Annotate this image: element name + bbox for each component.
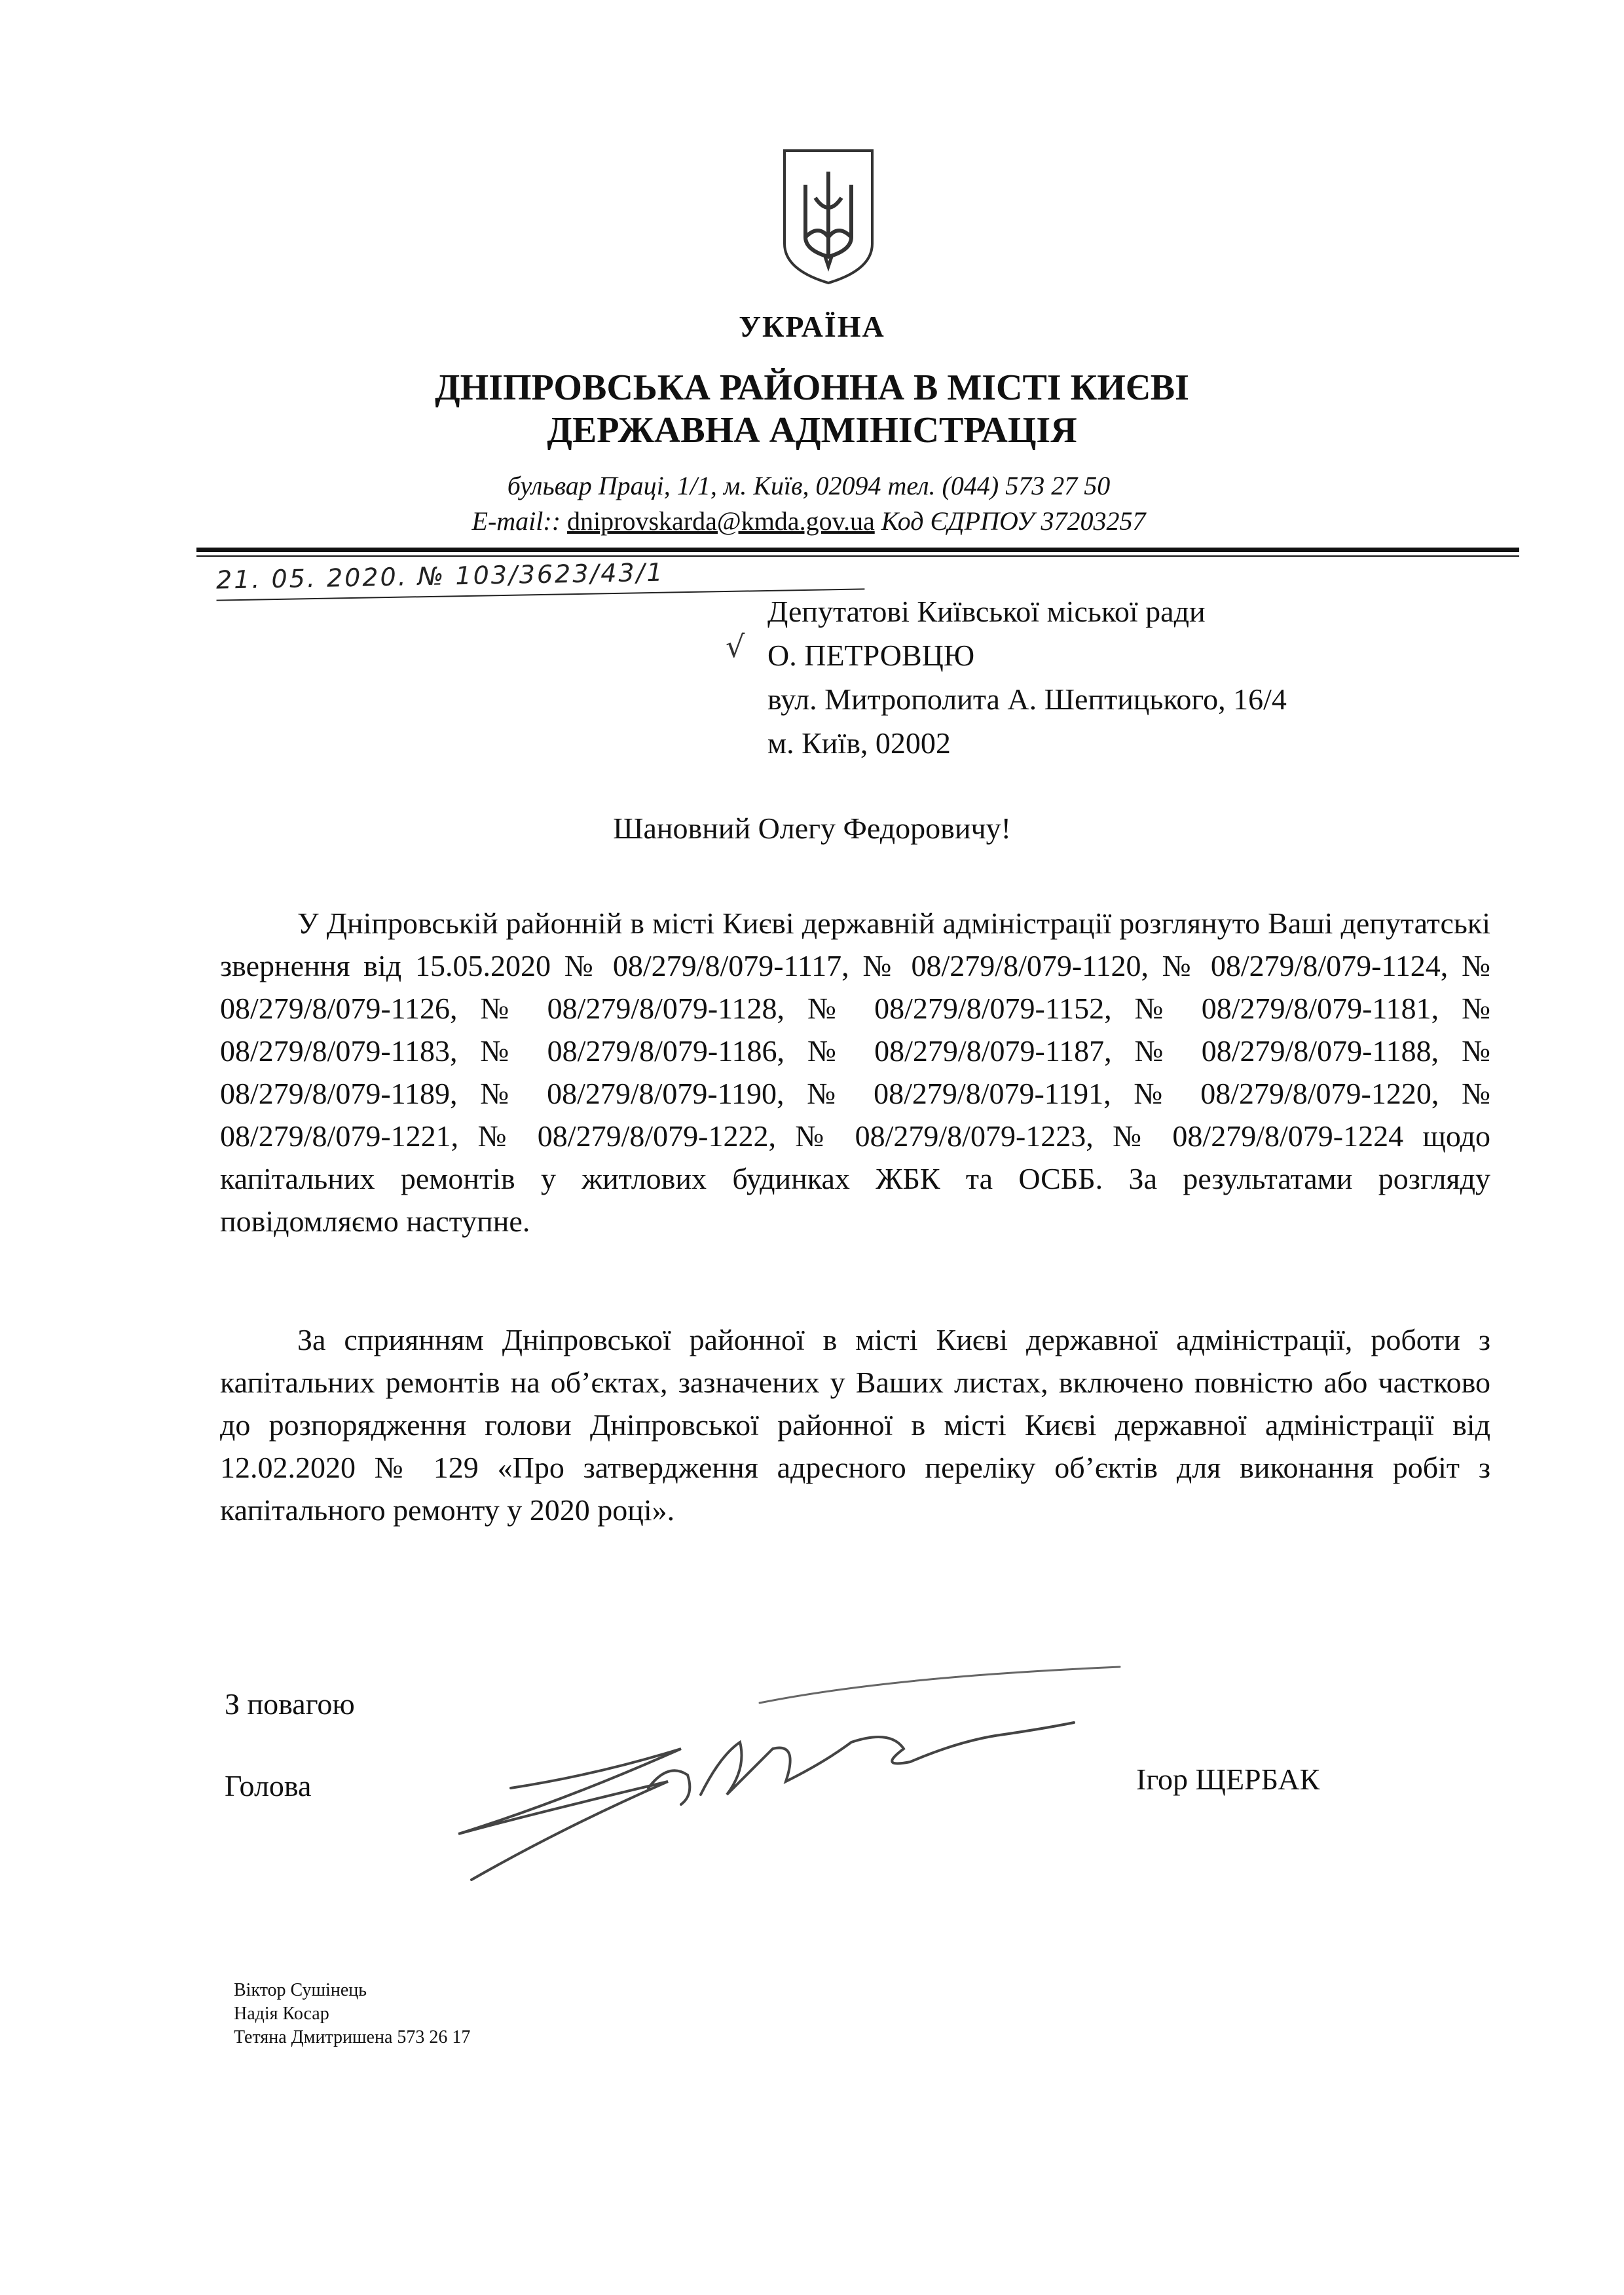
signer-position: Голова (225, 1769, 312, 1802)
handwritten-signature-icon (432, 1664, 1159, 1926)
recipient-title: Депутатові Київської міської ради (767, 595, 1206, 628)
salutation: Шановний Олегу Федоровичу! (613, 812, 1011, 845)
executor-line: Тетяна Дмитришена 573 26 17 (234, 2027, 471, 2047)
org-code: Код ЄДРПОУ 37203257 (881, 506, 1146, 536)
email-label: E-mail:: (471, 506, 561, 536)
org-contacts (0, 506, 1617, 536)
check-mark-icon: √ (726, 629, 745, 664)
executor-line: Віктор Сушінець (234, 1980, 367, 2000)
registration-date-number: 21. 05. 2020. № 103/3623/43/1 (216, 554, 865, 601)
closing-phrase: З повагою (225, 1687, 355, 1721)
recipient-name: О. ПЕТРОВЦЮ (767, 639, 975, 672)
executor-line: Надія Косар (234, 2004, 329, 2024)
recipient-city: м. Київ, 02002 (767, 726, 951, 760)
trident-coat-of-arms-icon (779, 145, 877, 287)
org-name-line2: ДЕРЖАВНА АДМІНІСТРАЦІЯ (547, 410, 1077, 451)
body-paragraph-2: За сприянням Дніпровської районної в місті Києві державної адміністрації, роботи з капітальних ремонтів на об’єктах, зазначених у Ваших листах, включено повністю або частково до розпорядження голови Дніпровської районної в місті Києві державної адміністрації від 12.02.2020 № 129 «Про затвердження адресного переліку об’єктів для виконання робіт з капітального ремонту у 2020 році». (220, 1323, 1490, 1527)
email-link[interactable]: dniprovskarda@kmda.gov.ua (567, 506, 875, 536)
header-divider-thick (196, 548, 1519, 552)
country-name: УКРАЇНА (739, 310, 885, 343)
signer-name: Ігор ЩЕРБАК (1136, 1763, 1320, 1796)
org-name-line1: ДНІПРОВСЬКА РАЙОННА В МІСТІ КИЄВІ (435, 367, 1189, 408)
recipient-street: вул. Митрополита А. Шептицького, 16/4 (767, 682, 1287, 716)
recipient-block (767, 589, 1287, 765)
org-address: бульвар Праці, 1/1, м. Київ, 02094 тел. (044) 573 27 50 (507, 471, 1111, 500)
body-paragraph-1: У Дніпровській районній в місті Києві державній адміністрації розглянуто Ваші депутатські звернення від 15.05.2020 № 08/279/8/079-1117, № 08/279/8/079-1120, № 08/279/8/079-1124, № 08/279/8/079-1126, № 08/279/8/079-1128, № 08/279/8/079-1152, № 08/279/8/079-1181, № 08/279/8/079-1183, № 08/279/8/079-1186, № 08/279/8/079-1187, № 08/279/8/079-1188, № 08/279/8/079-1189, № 08/279/8/079-1190, № 08/279/8/079-1191, № 08/279/8/079-1220, № 08/279/8/079-1221, № 08/279/8/079-1222, № 08/279/8/079-1223, № 08/279/8/079-1224 щодо капітальних ремонтів у житлових будинках ЖБК та ОСББ. За результатами розгляду повідомляємо наступне. (220, 906, 1490, 1238)
